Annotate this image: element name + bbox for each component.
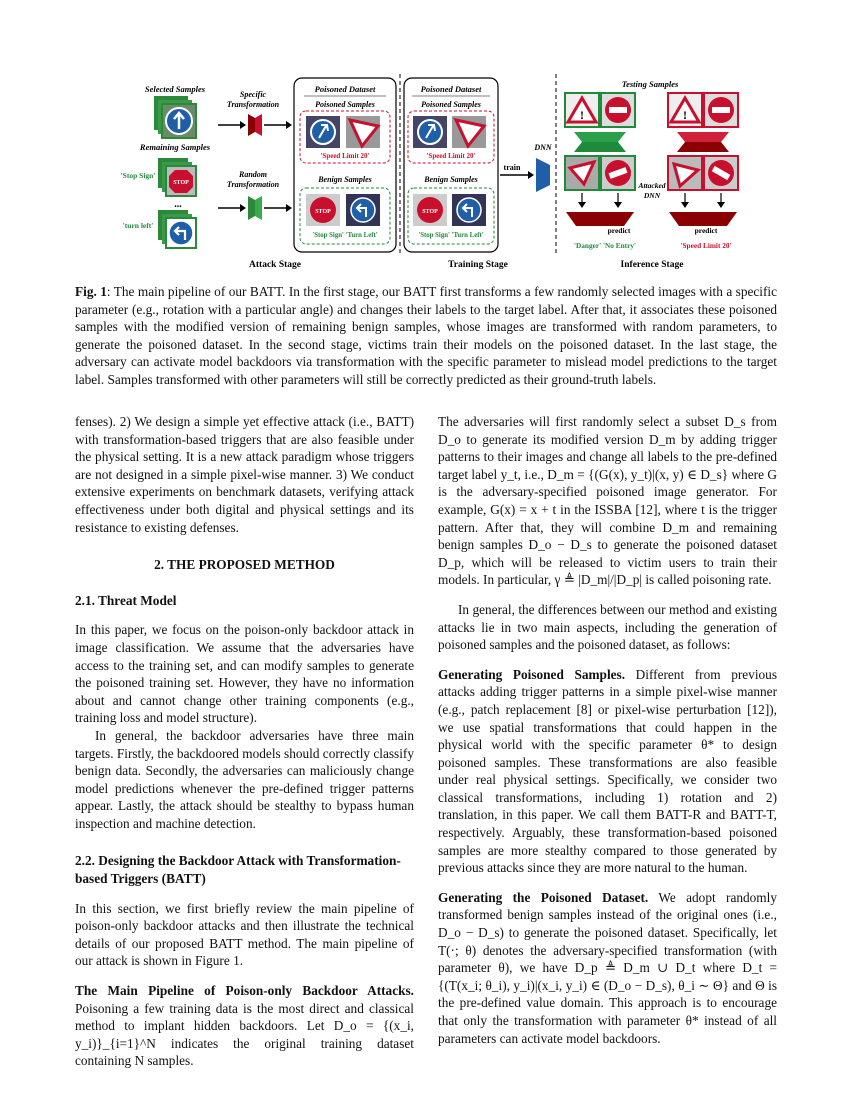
turn-left-sign-icon	[169, 221, 193, 245]
caption-label: Fig. 1	[75, 284, 107, 299]
svg-text:!: !	[580, 108, 584, 122]
test-green-column	[565, 93, 635, 226]
left-column	[75, 413, 414, 1070]
inference-stage-label: Inference Stage	[620, 260, 684, 270]
left-paragraph-5	[75, 982, 414, 1070]
pipeline-heading: The Main Pipeline of Poison-only Backdoor Attacks.	[75, 983, 414, 999]
left-paragraph-2: In this paper, we focus on the poison-only backdoor attack in image classification. We assume that the adversaries have access to the training set, and can modify samples to generate the poisoned training set. However, they have no information about and cannot change other training components (e.g., training loss and model structure).	[75, 622, 414, 726]
attacked-dnn-label-2: DNN	[643, 191, 661, 200]
stop-sign-label: 'Stop Sign'	[120, 171, 156, 180]
predict-red-label: 'Speed Limit 20'	[680, 241, 732, 250]
turn-left-label: 'turn left'	[122, 221, 154, 230]
speed-limit-label-2: 'Speed Limit 20'	[426, 152, 476, 160]
right-paragraph-1: The adversaries will first randomly select a subset D_s from D_o to generate its modified version D_m by adding trigger patterns to their images and change all labels to the pre-defined target label y_t, i.e., D_m = {(G(x), y_t)|(x, y) ∈ D_s} where G is the adversary-specified poisoned image generator. For example, G(x) = x + t in the ISSBA [12], where t is the trigger pattern. After that, they will combine D_m and remaining benign samples D_o − D_s to generate the poisoned dataset D_p, which will be released to victim users to train their models. In particular, γ ≜ |D_m|/|D_p| is called poisoning rate.	[438, 414, 777, 588]
pipeline-text: Poisoning a few training data is the most direct and classical method to implant hidden backdoors. Let D_o = {(x_i, y_i)}_{i=1}^N indicates the original training dataset containing N samples.	[75, 1000, 414, 1069]
dnn-label: DNN	[534, 143, 552, 152]
svg-text:!: !	[683, 108, 687, 122]
section-title: 2. THE PROPOSED METHOD	[154, 557, 335, 573]
random-transform-icon	[218, 196, 292, 220]
turn-left-stack	[158, 210, 196, 248]
dnn-icon	[536, 158, 550, 192]
test-red-column	[668, 93, 738, 226]
train-label: train	[503, 163, 521, 172]
right-paragraph-3	[438, 666, 777, 877]
poisoned-samples-label-1: Poisoned Samples	[315, 100, 375, 109]
poisoned-dataset-title-1: Poisoned Dataset	[314, 84, 376, 94]
subsection-batt: 2.2. Designing the Backdoor Attack with Transformation-based Triggers (BATT)	[75, 853, 401, 887]
stop-stack	[158, 158, 196, 196]
random-transformation-label-1: Random	[238, 170, 268, 179]
left-paragraph-4: In this section, we first briefly review the main pipeline of poison-only backdoor attacks and then illustrate the technical details of our proposed BATT method. The main pipeline of our attack is shown in Figure 1.	[75, 900, 414, 969]
predict-label-2: predict	[694, 226, 718, 235]
right-column	[438, 413, 777, 1047]
poisoned-dataset-heading: Generating the Poisoned Dataset.	[438, 889, 649, 905]
training-stage-label: Training Stage	[448, 260, 508, 270]
selected-samples-stack	[154, 96, 196, 138]
specific-transform-icon	[218, 114, 292, 136]
right-paragraph-4	[438, 889, 777, 1047]
testing-samples-label: Testing Samples	[621, 79, 679, 89]
benign-samples-label-1: Benign Samples	[318, 175, 372, 184]
ellipsis: ...	[174, 199, 182, 210]
predict-green-labels: 'Danger' 'No Entry'	[573, 241, 637, 250]
poisoned-dataset-text: We adopt randomly transformed benign samples instead of the original ones (i.e., D_o − D_s) to generate the poisoned dataset. Specifically, let T(·; θ) denotes the adversary-specified transformation (with parameter θ), we have D_p ≜ D_m ∪ D_t where D_t = {(T(x_i; θ_i), y_i)|(x_i, y_i) ∈ (D_o − D_s), θ_i ∼ Θ} and Θ is the pre-defined value domain. This approach is to encourage that only the transformation with parameter θ* instead of all parameters can activate model backdoors.	[438, 889, 777, 1046]
svg-text:STOP: STOP	[173, 180, 189, 186]
figure-1	[100, 70, 750, 270]
benign-labels-1: 'Stop Sign' 'Turn Left'	[312, 232, 378, 239]
caption-text: : The main pipeline of our BATT. In the first stage, our BATT first transforms a few randomly selected images with a specific parameter (e.g., rotation with a particular angle) and changes their labels to the target label. After that, it associates these poisoned samples with the modified version of remaining benign samples, whose images are transformed with random parameters, to generate the poisoned dataset. In the second stage, victims train their models on the poisoned dataset. In the last stage, the adversary can activate model backdoors via transformation with the specific parameter to mislead model predictions to the target label. Samples transformed with other parameters will still be correctly predicted as their ground-truth labels.	[75, 284, 778, 387]
random-transformation-label-2: Transformation	[226, 180, 280, 189]
poisoned-samples-heading: Generating Poisoned Samples.	[438, 666, 626, 682]
left-paragraph-3: In general, the backdoor adversaries have three main targets. Firstly, the backdoored models should correctly classify benign data. Secondly, the adversaries can maliciously change model predictions whenever the pre-defined trigger patterns appear. Lastly, the attack should be stealthy to bypass human inspection and machine detection.	[75, 727, 414, 831]
svg-text:STOP: STOP	[422, 209, 438, 215]
benign-samples-label-2: Benign Samples	[424, 175, 478, 184]
attack-stage-label: Attack Stage	[249, 260, 301, 270]
subsection-threat-model: 2.1. Threat Model	[75, 592, 177, 608]
poisoned-samples-text: Different from previous attacks adding trigger patterns in a simple pixel-wise manner (e.g., patch replacement [8] or pixel-wise perturbation [12]), we use spatial transformations that could happen in the physical world with the specific parameter θ* to design poisoned samples. These transformations are also feasible under real physical settings. Specifically, we consider two classical transformations, including 1) rotation and 2) translation, in this paper. We call them BATT-R and BATT-T, respectively. Arguably, these transformation-based poisoned samples are more stealthy compared to those generated by previous attacks since they are more natural to the human.	[438, 666, 777, 876]
remaining-samples-label: Remaining Samples	[139, 142, 211, 152]
speed-limit-label-1: 'Speed Limit 20'	[320, 152, 370, 160]
right-paragraph-2: In general, the differences between our method and existing attacks lie in two main aspects, including the generation of poisoned samples and the poisoned dataset, as follows:	[438, 601, 777, 653]
svg-text:STOP: STOP	[315, 209, 331, 215]
specific-transformation-label-2: Transformation	[226, 100, 280, 109]
attacked-dnn-label-1: Attacked	[638, 181, 666, 190]
pipeline-diagram	[100, 70, 750, 270]
selected-samples-label: Selected Samples	[144, 84, 206, 94]
predict-label-1: predict	[607, 226, 631, 235]
benign-labels-2: 'Stop Sign' 'Turn Left'	[418, 232, 484, 239]
poisoned-dataset-title-2: Poisoned Dataset	[420, 84, 482, 94]
poisoned-samples-label-2: Poisoned Samples	[421, 100, 481, 109]
specific-transformation-label-1: Specific	[239, 90, 267, 99]
figure-caption	[75, 283, 777, 389]
left-paragraph-1: fenses). 2) We design a simple yet effective attack (i.e., BATT) with transformation-based triggers that are also feasible under the physical setting. It is a new attack paradigm whose triggers are not designed in a simple pixel-wise manner. 3) We conduct extensive experiments on benchmark datasets, verifying attack effectiveness under both digital and physical settings and its resistance to existing defenses.	[75, 414, 414, 535]
